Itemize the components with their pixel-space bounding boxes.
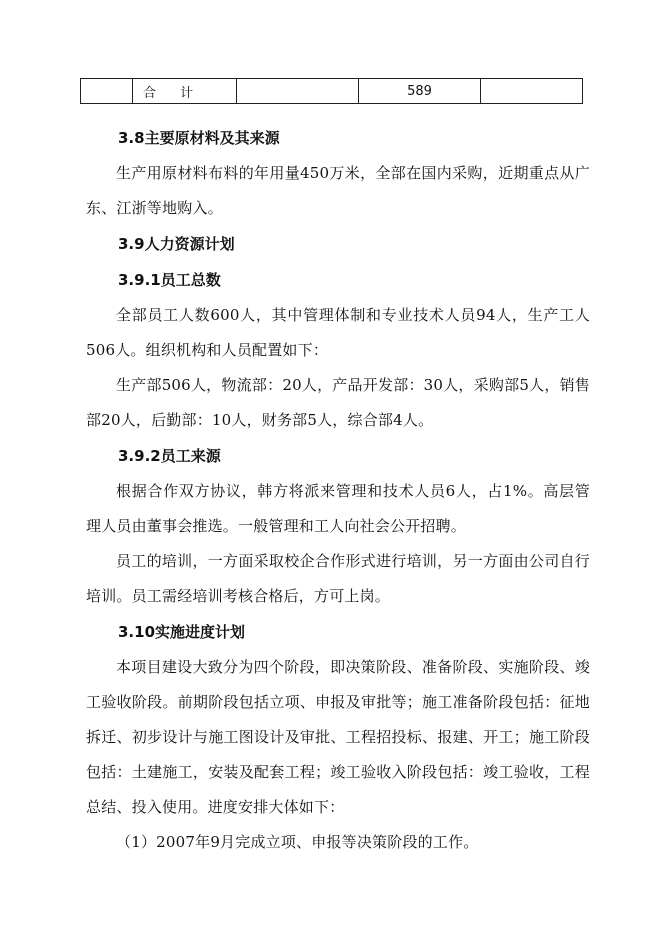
section-heading-3-8: 3.8主要原材料及其来源 — [118, 129, 280, 147]
summary-table — [80, 78, 583, 104]
section-heading-3-9: 3.9人力资源计划 — [118, 235, 235, 253]
table-cell-total-label: 合 计 — [133, 79, 237, 104]
paragraph-staff-total: 全部员工人数600人，其中管理体制和专业技术人员94人，生产工人506人。组织机构和人员配置如下： — [86, 306, 590, 359]
paragraph-staff-departments: 生产部506人，物流部：20人，产品开发部：30人，采购部5人，销售部20人，后勤部：10人，财务部5人，综合部4人。 — [86, 376, 590, 429]
table-cell-empty-2 — [237, 79, 359, 104]
paragraph-staff-source: 根据合作双方协议，韩方将派来管理和技术人员6人，占1%。高层管理人员由董事会推选。一般管理和工人向社会公开招聘。 — [86, 482, 590, 535]
table-cell-empty-3 — [481, 79, 583, 104]
section-heading-3-9-1: 3.9.1员工总数 — [118, 271, 221, 289]
paragraph-raw-materials: 生产用原材料布料的年用量450万米，全部在国内采购，近期重点从广东、江浙等地购入。 — [86, 164, 590, 217]
paragraph-schedule-item-1: （1）2007年9月完成立项、申报等决策阶段的工作。 — [116, 833, 479, 851]
paragraph-schedule-overview: 本项目建设大致分为四个阶段，即决策阶段、准备阶段、实施阶段、竣工验收阶段。前期阶段包括立项、申报及审批等；施工准备阶段包括：征地拆迁、初步设计与施工图设计及审批、工程招投标、报建、开工；施工阶段包括：土建施工，安装及配套工程；竣工验收入阶段包括：竣工验收，工程总结、投入使用。进度安排大体如下： — [86, 658, 590, 816]
section-heading-3-9-2: 3.9.2员工来源 — [118, 447, 221, 465]
summary-table-fragment — [80, 78, 582, 104]
paragraph-staff-training: 员工的培训，一方面采取校企合作形式进行培训，另一方面由公司自行培训。员工需经培训考核合格后，方可上岗。 — [86, 552, 590, 605]
section-heading-3-10: 3.10实施进度计划 — [118, 623, 246, 641]
document-body — [86, 120, 590, 860]
table-cell-total-value: 589 — [359, 79, 481, 104]
table-row-total — [81, 79, 583, 104]
table-cell-empty-1 — [81, 79, 133, 104]
